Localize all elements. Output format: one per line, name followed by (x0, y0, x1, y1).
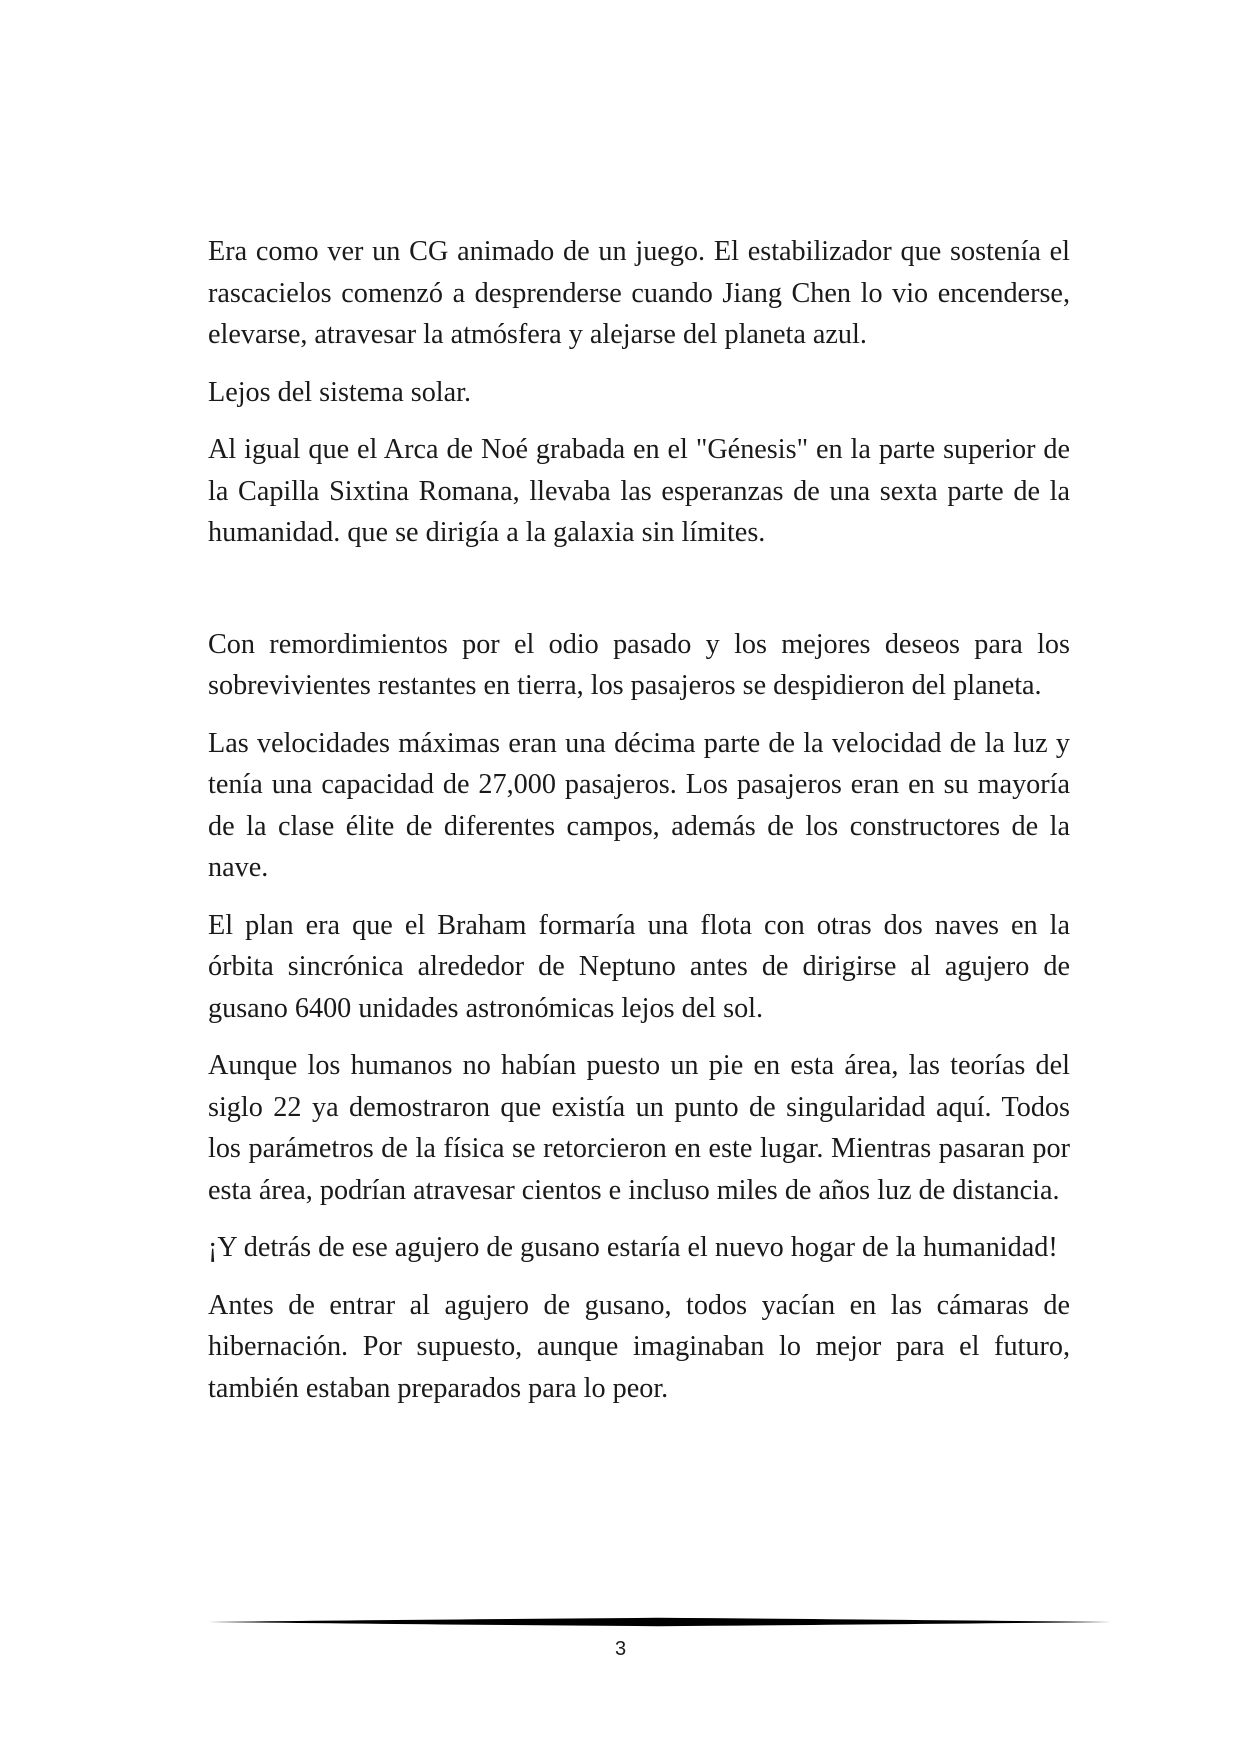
paragraph: ¡Y detrás de ese agujero de gusano estaría el nuevo hogar de la humanidad! (208, 1232, 1058, 1263)
paragraph: Aunque los humanos no habían puesto un pie en esta área, las teorías del siglo 22 ya demostraron que existía un punto de singularidad aquí. Todos los parámetros de la física se retorcieron en este lugar. Mientras pasaran por esta área, podrían atravesar cientos e incluso miles de años luz de distancia. (208, 1050, 1070, 1206)
paragraph: Antes de entrar al agujero de gusano, todos yacían en las cámaras de hibernación. Por supuesto, aunque imaginaban lo mejor para el futuro, también estaban preparados para lo peor. (208, 1289, 1070, 1404)
paragraph: Con remordimientos por el odio pasado y los mejores deseos para los sobrevivientes restantes en tierra, los pasajeros se despidieron del planeta. (208, 628, 1070, 701)
paragraph: Era como ver un CG animado de un juego. El estabilizador que sostenía el rascacielos comenzó a desprenderse cuando Jiang Chen lo vio encenderse, elevarse, atravesar la atmósfera y alejarse del planeta azul. (208, 236, 1070, 350)
footer-divider (208, 1616, 1111, 1628)
body-text (208, 231, 1070, 1425)
paragraph: Las velocidades máximas eran una décima parte de la velocidad de la luz y tenía una capacidad de 27,000 pasajeros. Los pasajeros eran en su mayoría de la clase élite de diferentes campos, además de los constructores de la nave. (208, 727, 1070, 883)
paragraph: El plan era que el Braham formaría una flota con otras dos naves en la órbita sincrónica alrededor de Neptuno antes de dirigirse al agujero de gusano 6400 unidades astronómicas lejos del sol. (208, 909, 1070, 1024)
page-number: 3 (614, 1638, 627, 1660)
paragraph: Al igual que el Arca de Noé grabada en el "Génesis" en la parte superior de la Capilla Sixtina Romana, llevaba las esperanzas de una sexta parte de la humanidad. que se dirigía a la galaxia sin límites. (208, 434, 1070, 548)
paragraph: Lejos del sistema solar. (208, 376, 472, 408)
